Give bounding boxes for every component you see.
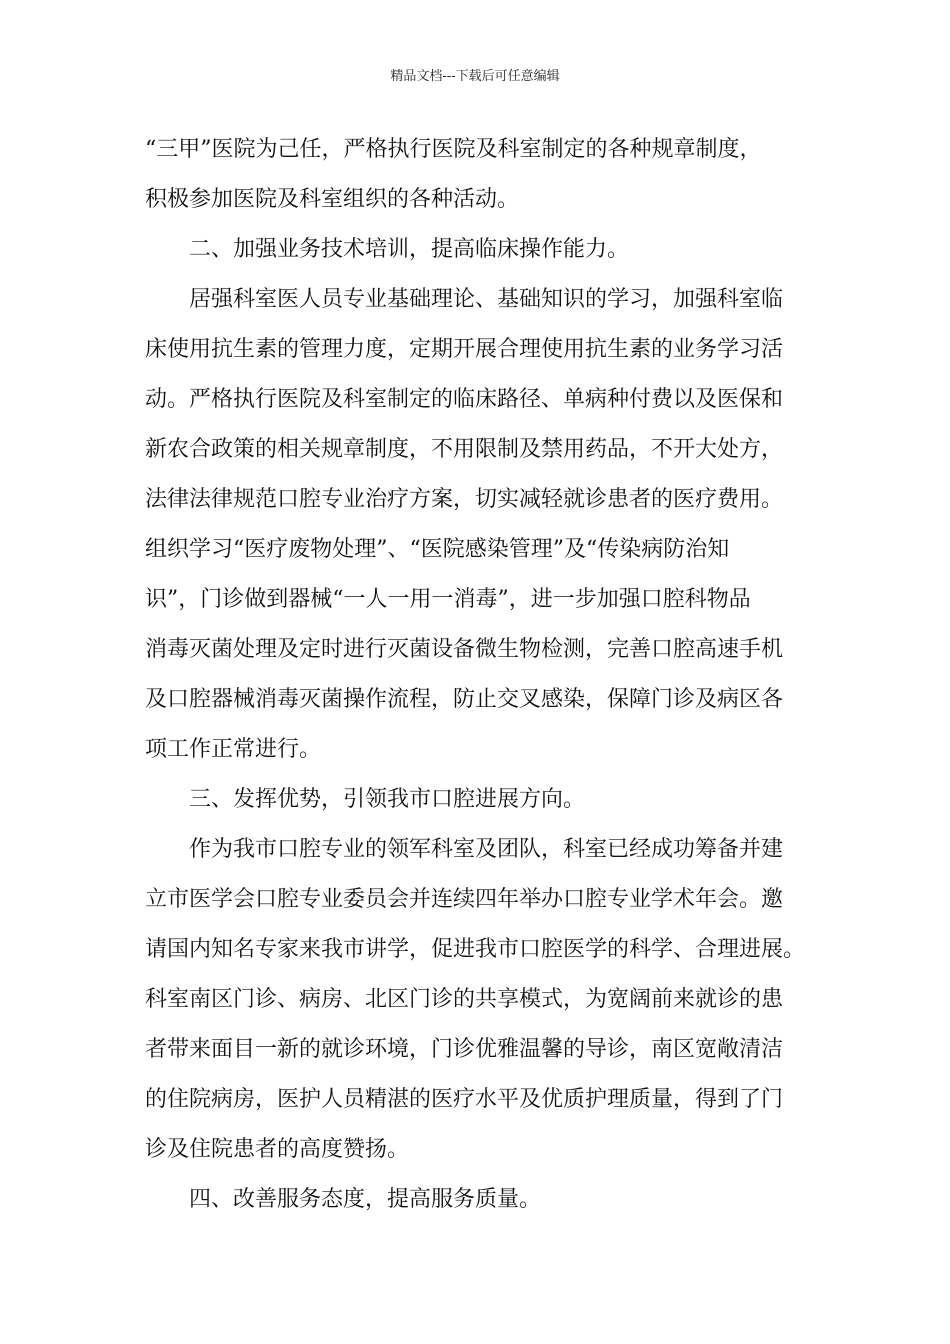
text-line: 作为我市口腔专业的领军科室及团队，科室已经成功筹备并建: [145, 837, 784, 862]
section-heading: 四、改善服务态度，提高服务质量。: [145, 1187, 542, 1212]
text-line: 消毒灭菌处理及定时进行灭菌设备微生物检测，完善口腔高速手机: [145, 637, 784, 662]
text-line: “三甲”医院为己任，严格执行医院及科室制定的各种规章制度，: [145, 137, 762, 162]
text-line: 动。严格执行医院及科室制定的临床路径、单病种付费以及医保和: [145, 387, 784, 412]
text-line: 识”，门诊做到器械“一人一用一消毒”，进一步加强口腔科物品: [145, 587, 751, 612]
text-line: 新农合政策的相关规章制度，不用限制及禁用药品，不开大处方，: [145, 437, 784, 462]
text-line: 立市医学会口腔专业委员会并连续四年举办口腔专业学术年会。邀: [145, 887, 784, 912]
text-line: 组织学习“医疗废物处理”、“医院感染管理”及“传染病防治知: [145, 537, 730, 562]
text-line: 诊及住院患者的高度赞扬。: [145, 1137, 410, 1162]
text-line: 及口腔器械消毒灭菌操作流程，防止交叉感染，保障门诊及病区各: [145, 687, 784, 712]
section-heading: 二、加强业务技术培训，提高临床操作能力。: [145, 237, 630, 262]
text-line: 项工作正常进行。: [145, 737, 322, 762]
text-line: 居强科室医人员专业基础理论、基础知识的学习，加强科室临: [145, 287, 784, 312]
text-line: 床使用抗生素的管理力度，定期开展合理使用抗生素的业务学习活: [145, 337, 784, 362]
page-header: 精品文档---下载后可任意编辑: [390, 69, 560, 84]
text-line: 法律法律规范口腔专业治疗方案，切实减轻就诊患者的医疗费用。: [145, 487, 784, 512]
text-line: 的住院病房，医护人员精湛的医疗水平及优质护理质量，得到了门: [145, 1087, 784, 1112]
text-line: 者带来面目一新的就诊环境，门诊优雅温馨的导诊，南区宽敞清洁: [145, 1037, 784, 1062]
text-line: 请国内知名专家来我市讲学，促进我市口腔医学的科学、合理进展。: [145, 937, 806, 962]
section-heading: 三、发挥优势，引领我市口腔进展方向。: [145, 787, 586, 812]
text-line: 积极参加医院及科室组织的各种活动。: [145, 187, 520, 212]
text-line: 科室南区门诊、病房、北区门诊的共享模式，为宽阔前来就诊的患: [145, 987, 784, 1012]
